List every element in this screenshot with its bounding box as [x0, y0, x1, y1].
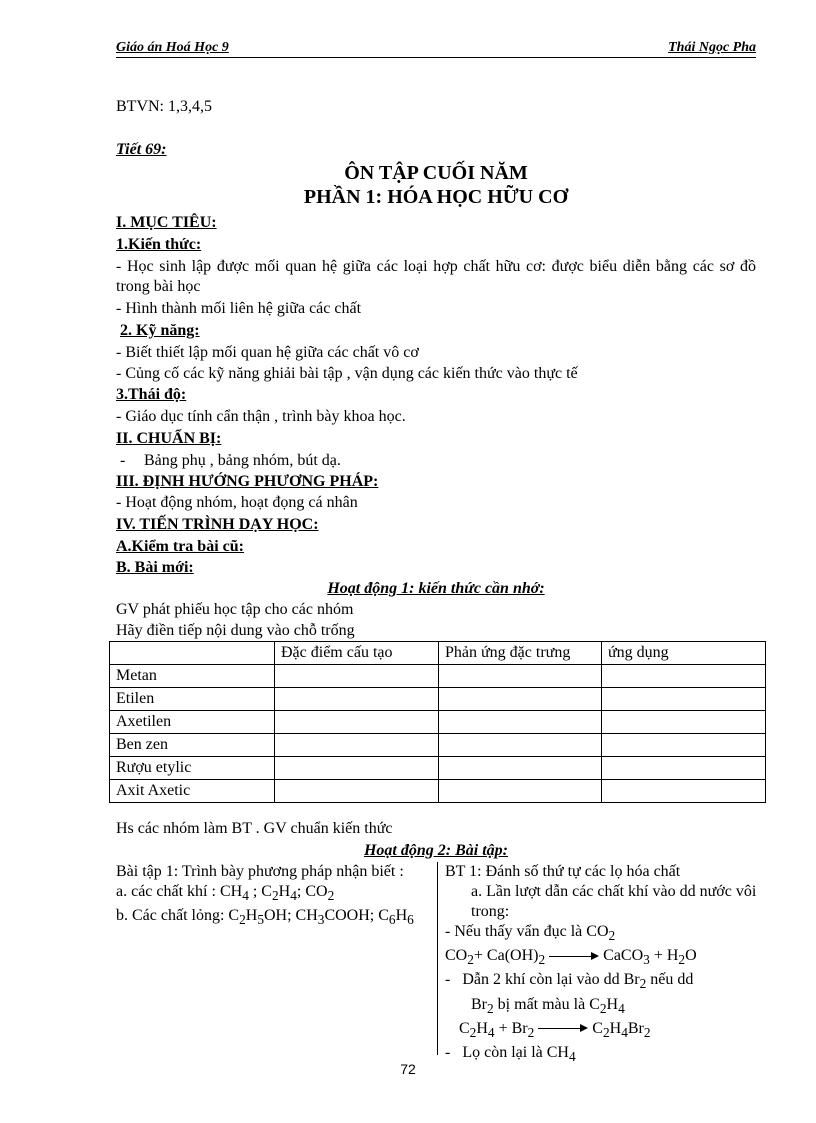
exercise-answer-column	[445, 862, 763, 1067]
preparation-item: Bảng phụ , bảng nhóm, bút dạ.	[144, 452, 341, 469]
skills-item-2: - Củng cố các kỹ năng ghiải bài tập , vận dụng các kiến thức vào thực tế	[116, 365, 578, 382]
arrow-icon	[549, 952, 599, 962]
table-row	[110, 780, 766, 803]
table-cell	[275, 734, 439, 757]
section-preparation: II. CHUẨN BỊ:	[116, 430, 222, 447]
table-cell	[275, 711, 439, 734]
table-row-label: Axetilen	[110, 711, 275, 734]
table-cell	[439, 711, 602, 734]
table-row-label: Metan	[110, 665, 275, 688]
table-row	[110, 757, 766, 780]
answer-dash: -	[445, 1043, 451, 1061]
answer-line-5: - Dẫn 2 khí còn lại vào dd $Br_2$ nếu dd	[445, 971, 694, 992]
table-header-cell: Đặc điểm cấu tạo	[275, 642, 439, 665]
table-cell	[275, 688, 439, 711]
answer-line-3-text: - Nếu thấy vẩn đục là	[445, 923, 587, 940]
exercise-part-b: b. Các chất lỏng: $C_2H_5OH$; $CH_3COOH$; $C_6H_6$	[116, 907, 414, 928]
worksheet-table	[109, 641, 766, 803]
preparation-dash: -	[120, 452, 126, 469]
table-cell	[439, 688, 602, 711]
table-cell	[602, 757, 766, 780]
table-cell	[439, 780, 602, 803]
lesson-label: Tiết 69:	[116, 141, 167, 158]
arrow-icon	[538, 1024, 588, 1034]
table-row	[110, 688, 766, 711]
table-row-label: Ben zen	[110, 734, 275, 757]
title-main: ÔN TẬP CUỐI NĂM	[344, 162, 528, 184]
answer-line-8: - Lọ còn lại là $CH_4$	[445, 1043, 576, 1065]
homework-line: BTVN: 1,3,4,5	[116, 98, 212, 115]
table-cell	[602, 780, 766, 803]
part-b-label: b. Các chất lỏng:	[116, 907, 229, 925]
table-header-cell: ứng dụng	[602, 642, 766, 665]
table-row-label: Axit Axetic	[110, 780, 275, 803]
subsection-knowledge: 1.Kiến thức:	[116, 236, 202, 253]
exercise-part-a: a. các chất khí : $CH_4$ ; $C_2H_4$; $CO_2$	[116, 883, 335, 904]
exercise-question: Bài tập 1: Trình bày phương pháp nhận biết :	[116, 863, 404, 880]
title-part: PHẦN 1: HÓA HỌC HỮU CƠ	[303, 186, 569, 208]
table-row	[110, 734, 766, 757]
table-header-cell: Phản ứng đặc trưng	[439, 642, 602, 665]
column-divider	[437, 862, 438, 1055]
activity-1-title: Hoạt động 1: kiến thức cần nhớ:	[327, 580, 545, 597]
table-cell	[602, 688, 766, 711]
equation-1: $CO_2+ Ca(OH)_2$ CaCO$_3$ + $H_2O$	[445, 947, 697, 968]
section-method: III. ĐỊNH HƯỚNG PHƯƠNG PHÁP:	[116, 473, 379, 490]
table-header-cell	[110, 642, 275, 665]
skills-item-1: - Biết thiết lập mối quan hệ giữa các chất vô cơ	[116, 344, 419, 361]
table-row	[110, 711, 766, 734]
knowledge-item-2: - Hình thành mối liên hệ giữa các chất	[116, 300, 362, 317]
method-item: - Hoạt động nhóm, hoạt đọng cá nhân	[116, 494, 358, 511]
exercise-question-column	[116, 862, 434, 930]
answer-line-6-text: bị mất màu là	[497, 995, 590, 1013]
answer-line-8-text: Lọ còn lại là	[462, 1043, 547, 1061]
answer-line-6: $Br_2$ bị mất màu là $C_2H_4$	[471, 995, 625, 1016]
table-cell	[439, 734, 602, 757]
part-a-label: a. các chất khí :	[116, 883, 220, 900]
table-cell	[275, 780, 439, 803]
page-number: 72	[400, 1061, 416, 1077]
header-rule	[116, 57, 756, 58]
attitude-item-1: - Giáo dục tính cẩn thận , trình bày khoa học.	[116, 408, 406, 425]
table-cell	[602, 711, 766, 734]
answer-line-2: a. Lần lượt dẫn các chất khí vào dd nước vôi trong:	[471, 883, 757, 920]
header-author: Thái Ngọc Pha	[668, 40, 756, 55]
answer-line-1: BT 1: Đánh số thứ tự các lọ hóa chất	[445, 863, 681, 880]
equation-2: $C_2H_4 + Br_2$ $C_2H_4Br_2$	[459, 1019, 651, 1040]
subsection-skills: 2. Kỹ năng:	[120, 322, 200, 339]
subsection-review: A.Kiểm tra bài cũ:	[116, 538, 244, 555]
table-row	[110, 665, 766, 688]
table-cell	[275, 665, 439, 688]
table-header-row	[110, 642, 766, 665]
table-cell	[439, 665, 602, 688]
header-subject: Giáo án Hoá Học 9	[116, 40, 229, 55]
table-cell	[602, 734, 766, 757]
table-row-label: Rượu etylic	[110, 757, 275, 780]
activity-1-after: Hs các nhóm làm BT . GV chuẩn kiến thức	[116, 820, 393, 837]
section-teaching-process: IV. TIẾN TRÌNH DẠY HỌC:	[116, 516, 319, 533]
answer-line-5-text: Dẫn 2 khí còn lại vào dd Br	[462, 971, 640, 989]
table-cell	[439, 757, 602, 780]
activity-1-line-1: GV phát phiếu học tập cho các nhóm	[116, 601, 354, 618]
activity-1-line-2: Hãy điền tiếp nội dung vào chỗ trống	[116, 622, 355, 639]
answer-line-3: - Nếu thấy vẩn đục là $CO_2$	[445, 923, 616, 944]
knowledge-item-1: - Học sinh lập được mối quan hệ giữa các loại hợp chất hữu cơ: được biểu diễn bằng các sơ đồ trong bài học	[116, 258, 756, 295]
answer-line-5-tail: nếu dd	[646, 971, 694, 989]
table-cell	[275, 757, 439, 780]
subsection-attitude: 3.Thái độ:	[116, 386, 187, 403]
activity-2-title: Hoạt động 2: Bài tập:	[363, 842, 508, 859]
answer-dash: -	[445, 971, 451, 989]
subsection-new-lesson: B. Bài mới:	[116, 559, 194, 576]
table-row-label: Etilen	[110, 688, 275, 711]
section-objectives: I. MỤC TIÊU:	[116, 214, 217, 231]
table-cell	[602, 665, 766, 688]
